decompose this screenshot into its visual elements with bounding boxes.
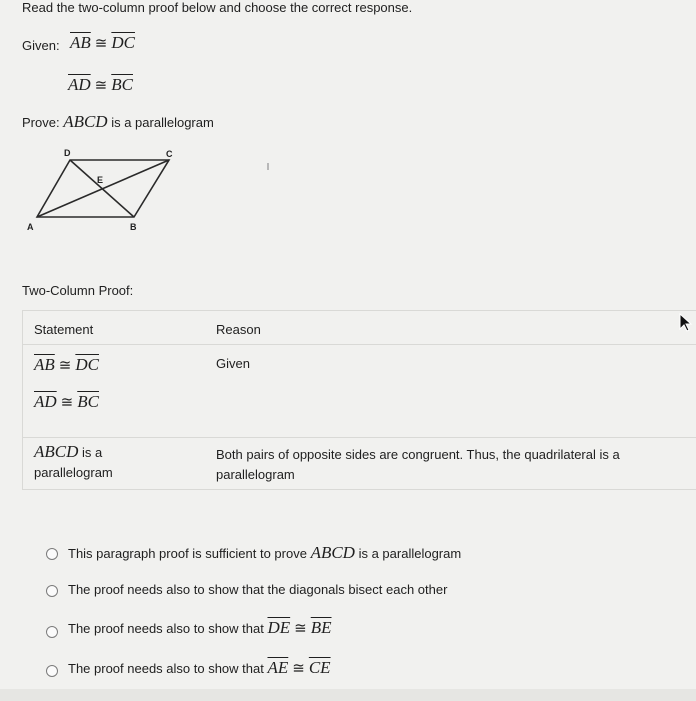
header-divider [23,344,696,345]
prove-statement: Prove: ABCD is a parallelogram [22,112,214,131]
instruction-text: Read the two-column proof below and choose the correct response. [22,0,413,15]
parallelogram-figure [24,145,184,235]
option-2-label[interactable]: The proof needs also to show that the diagonals bisect each other [68,582,448,597]
section-title: Two-Column Proof: [22,283,134,298]
label-c: C [166,149,173,159]
header-reason: Reason [216,322,261,337]
header-statement: Statement [34,322,94,337]
option-3-radio[interactable] [46,626,58,638]
row1-statement-1: $\overline{AB}$ ≅ $\overline{DC}$ [34,355,99,374]
label-d: D [64,148,71,158]
option-2-radio[interactable] [46,585,58,597]
given-statement-1: $\overline{AB}$ ≅ $\overline{DC}$ [70,33,135,52]
row2-statement: ABCD is a parallelogram [34,442,113,480]
row2-reason: Both pairs of opposite sides are congruent. Thus, the quadrilateral is a parallelogram [216,447,620,482]
row1-statement-2: $\overline{AD}$ ≅ $\overline{BC}$ [34,392,99,411]
label-e: E [97,175,104,185]
proof-table [22,310,696,490]
option-1-radio[interactable] [46,548,58,560]
label-a: A [27,222,34,232]
option-4-radio[interactable] [46,665,58,677]
mouse-cursor-icon [678,313,694,333]
option-3-label[interactable]: The proof needs also to show that $\overline{DE}$ ≅ $\overline{BE}$ [68,618,332,637]
option-4-label[interactable]: The proof needs also to show that $\overline{AE}$ ≅ $\overline{CE}$ [68,658,331,677]
row-divider [23,437,696,438]
option-1-label[interactable]: This paragraph proof is sufficient to prove ABCD is a parallelogram [68,543,462,562]
stray-mark [267,163,269,170]
given-statement-2: $\overline{AD}$ ≅ $\overline{BC}$ [68,75,133,94]
row1-reason: Given [216,356,250,371]
given-label: Given: [22,38,60,53]
diagonal-db [70,160,134,217]
label-b: B [130,222,137,232]
bottom-edge [0,689,696,701]
